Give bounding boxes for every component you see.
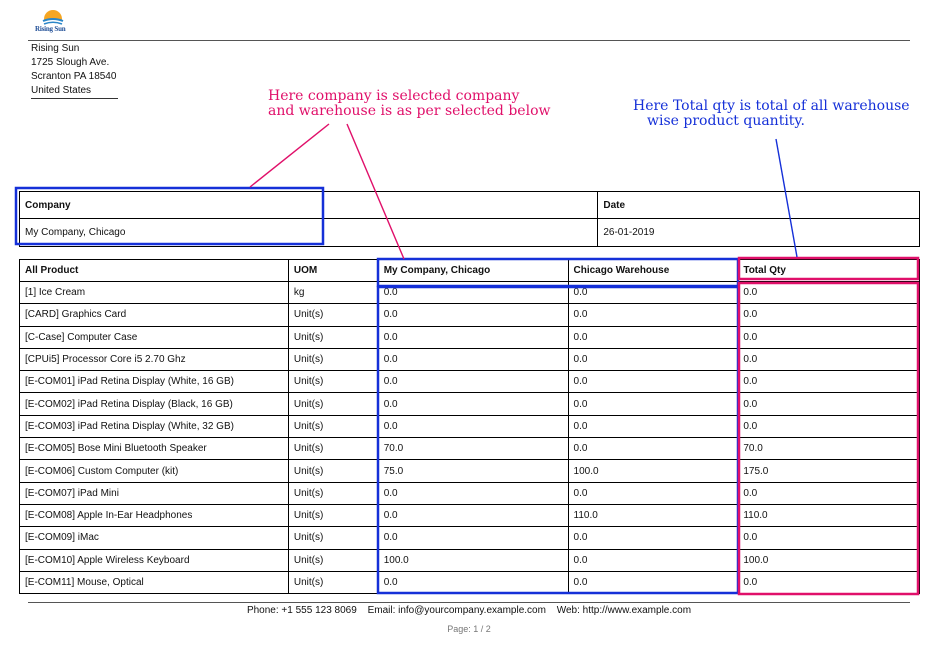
footer-divider <box>28 602 910 603</box>
company-qty-cell: 0.0 <box>378 415 568 437</box>
company-qty-cell: 0.0 <box>378 527 568 549</box>
footer-contact <box>0 605 938 616</box>
company-qty-cell: 0.0 <box>378 282 568 304</box>
date-value: 26-01-2019 <box>598 219 920 247</box>
company-qty-cell: 75.0 <box>378 460 568 482</box>
product-cell: [1] Ice Cream <box>20 282 289 304</box>
warehouse-qty-cell: 0.0 <box>568 482 738 504</box>
total-qty-cell: 0.0 <box>738 371 920 393</box>
header-company-chicago: My Company, Chicago <box>378 260 568 282</box>
address-name: Rising Sun <box>31 43 80 54</box>
footer-phone: Phone: +1 555 123 8069 <box>246 605 357 616</box>
total-qty-cell: 110.0 <box>738 504 920 526</box>
product-cell: [CARD] Graphics Card <box>20 304 289 326</box>
company-pointer-line <box>250 124 329 187</box>
header-product: All Product <box>20 260 289 282</box>
total-pointer-line <box>776 139 797 257</box>
total-qty-cell: 0.0 <box>738 348 920 370</box>
header-uom: UOM <box>288 260 378 282</box>
total-qty-cell: 0.0 <box>738 304 920 326</box>
company-qty-cell: 70.0 <box>378 438 568 460</box>
annotation-company-line-1: Here company is selected company <box>268 88 520 104</box>
uom-cell: Unit(s) <box>288 304 378 326</box>
warehouse-qty-cell: 0.0 <box>568 326 738 348</box>
footer-web: Web: http://www.example.com <box>556 605 692 616</box>
address-street: 1725 Slough Ave. <box>31 57 110 68</box>
product-cell: [C-Case] Computer Case <box>20 326 289 348</box>
warehouse-qty-cell: 0.0 <box>568 371 738 393</box>
warehouse-qty-cell: 0.0 <box>568 304 738 326</box>
warehouse-qty-cell: 0.0 <box>568 571 738 593</box>
product-cell: [E-COM09] iMac <box>20 527 289 549</box>
warehouse-qty-cell: 110.0 <box>568 504 738 526</box>
uom-cell: Unit(s) <box>288 527 378 549</box>
footer-email: Email: info@yourcompany.example.com <box>367 605 546 616</box>
total-qty-cell: 175.0 <box>738 460 920 482</box>
company-qty-cell: 0.0 <box>378 504 568 526</box>
warehouse-values-highlight-box <box>378 287 738 593</box>
warehouse-qty-cell: 0.0 <box>568 393 738 415</box>
warehouse-qty-cell: 0.0 <box>568 282 738 304</box>
product-cell: [E-COM06] Custom Computer (kit) <box>20 460 289 482</box>
warehouse-qty-cell: 0.0 <box>568 438 738 460</box>
product-cell: [E-COM03] iPad Retina Display (White, 32 GB) <box>20 415 289 437</box>
date-label: Date <box>598 192 920 219</box>
product-cell: [E-COM10] Apple Wireless Keyboard <box>20 549 289 571</box>
uom-cell: Unit(s) <box>288 504 378 526</box>
total-qty-cell: 0.0 <box>738 282 920 304</box>
company-qty-cell: 100.0 <box>378 549 568 571</box>
total-qty-cell: 0.0 <box>738 482 920 504</box>
product-cell: [E-COM07] iPad Mini <box>20 482 289 504</box>
annotation-company-line-2: and warehouse is as per selected below <box>268 103 551 119</box>
total-qty-cell: 0.0 <box>738 393 920 415</box>
annotation-total-line-1: Here Total qty is total of all warehouse <box>633 98 910 114</box>
product-cell: [E-COM05] Bose Mini Bluetooth Speaker <box>20 438 289 460</box>
company-value: My Company, Chicago <box>20 219 598 247</box>
warehouse-qty-cell: 0.0 <box>568 549 738 571</box>
product-cell: [E-COM01] iPad Retina Display (White, 16 GB) <box>20 371 289 393</box>
uom-cell: Unit(s) <box>288 348 378 370</box>
uom-cell: Unit(s) <box>288 438 378 460</box>
uom-cell: Unit(s) <box>288 482 378 504</box>
total-header-highlight-box <box>739 258 918 279</box>
company-label: Company <box>20 192 598 219</box>
logo-text: Rising Sun <box>35 25 66 33</box>
company-qty-cell: 0.0 <box>378 304 568 326</box>
company-qty-cell: 0.0 <box>378 393 568 415</box>
address-city: Scranton PA 18540 <box>31 71 117 82</box>
total-values-highlight-box <box>739 283 918 594</box>
product-cell: [E-COM08] Apple In-Ear Headphones <box>20 504 289 526</box>
product-cell: [E-COM02] iPad Retina Display (Black, 16 GB) <box>20 393 289 415</box>
header-chicago-warehouse: Chicago Warehouse <box>568 260 738 282</box>
total-qty-cell: 100.0 <box>738 549 920 571</box>
warehouse-header-highlight-box <box>378 259 738 286</box>
total-qty-cell: 70.0 <box>738 438 920 460</box>
header-total-qty: Total Qty <box>738 260 920 282</box>
annotation-total-line-2: wise product quantity. <box>647 113 805 129</box>
uom-cell: kg <box>288 282 378 304</box>
uom-cell: Unit(s) <box>288 460 378 482</box>
warehouse-qty-cell: 0.0 <box>568 415 738 437</box>
uom-cell: Unit(s) <box>288 371 378 393</box>
page-number: Page: 1 / 2 <box>447 624 491 634</box>
total-qty-cell: 0.0 <box>738 326 920 348</box>
uom-cell: Unit(s) <box>288 415 378 437</box>
company-qty-cell: 0.0 <box>378 571 568 593</box>
uom-cell: Unit(s) <box>288 326 378 348</box>
uom-cell: Unit(s) <box>288 393 378 415</box>
warehouse-qty-cell: 0.0 <box>568 527 738 549</box>
uom-cell: Unit(s) <box>288 571 378 593</box>
company-qty-cell: 0.0 <box>378 326 568 348</box>
company-qty-cell: 0.0 <box>378 371 568 393</box>
product-cell: [CPUi5] Processor Core i5 2.70 Ghz <box>20 348 289 370</box>
warehouse-pointer-line <box>347 124 404 259</box>
product-cell: [E-COM11] Mouse, Optical <box>20 571 289 593</box>
total-qty-cell: 0.0 <box>738 571 920 593</box>
company-qty-cell: 0.0 <box>378 482 568 504</box>
address-country: United States <box>31 85 92 96</box>
warehouse-qty-cell: 100.0 <box>568 460 738 482</box>
warehouse-qty-cell: 0.0 <box>568 348 738 370</box>
company-qty-cell: 0.0 <box>378 348 568 370</box>
uom-cell: Unit(s) <box>288 549 378 571</box>
company-highlight-box <box>16 188 323 244</box>
total-qty-cell: 0.0 <box>738 527 920 549</box>
total-qty-cell: 0.0 <box>738 415 920 437</box>
